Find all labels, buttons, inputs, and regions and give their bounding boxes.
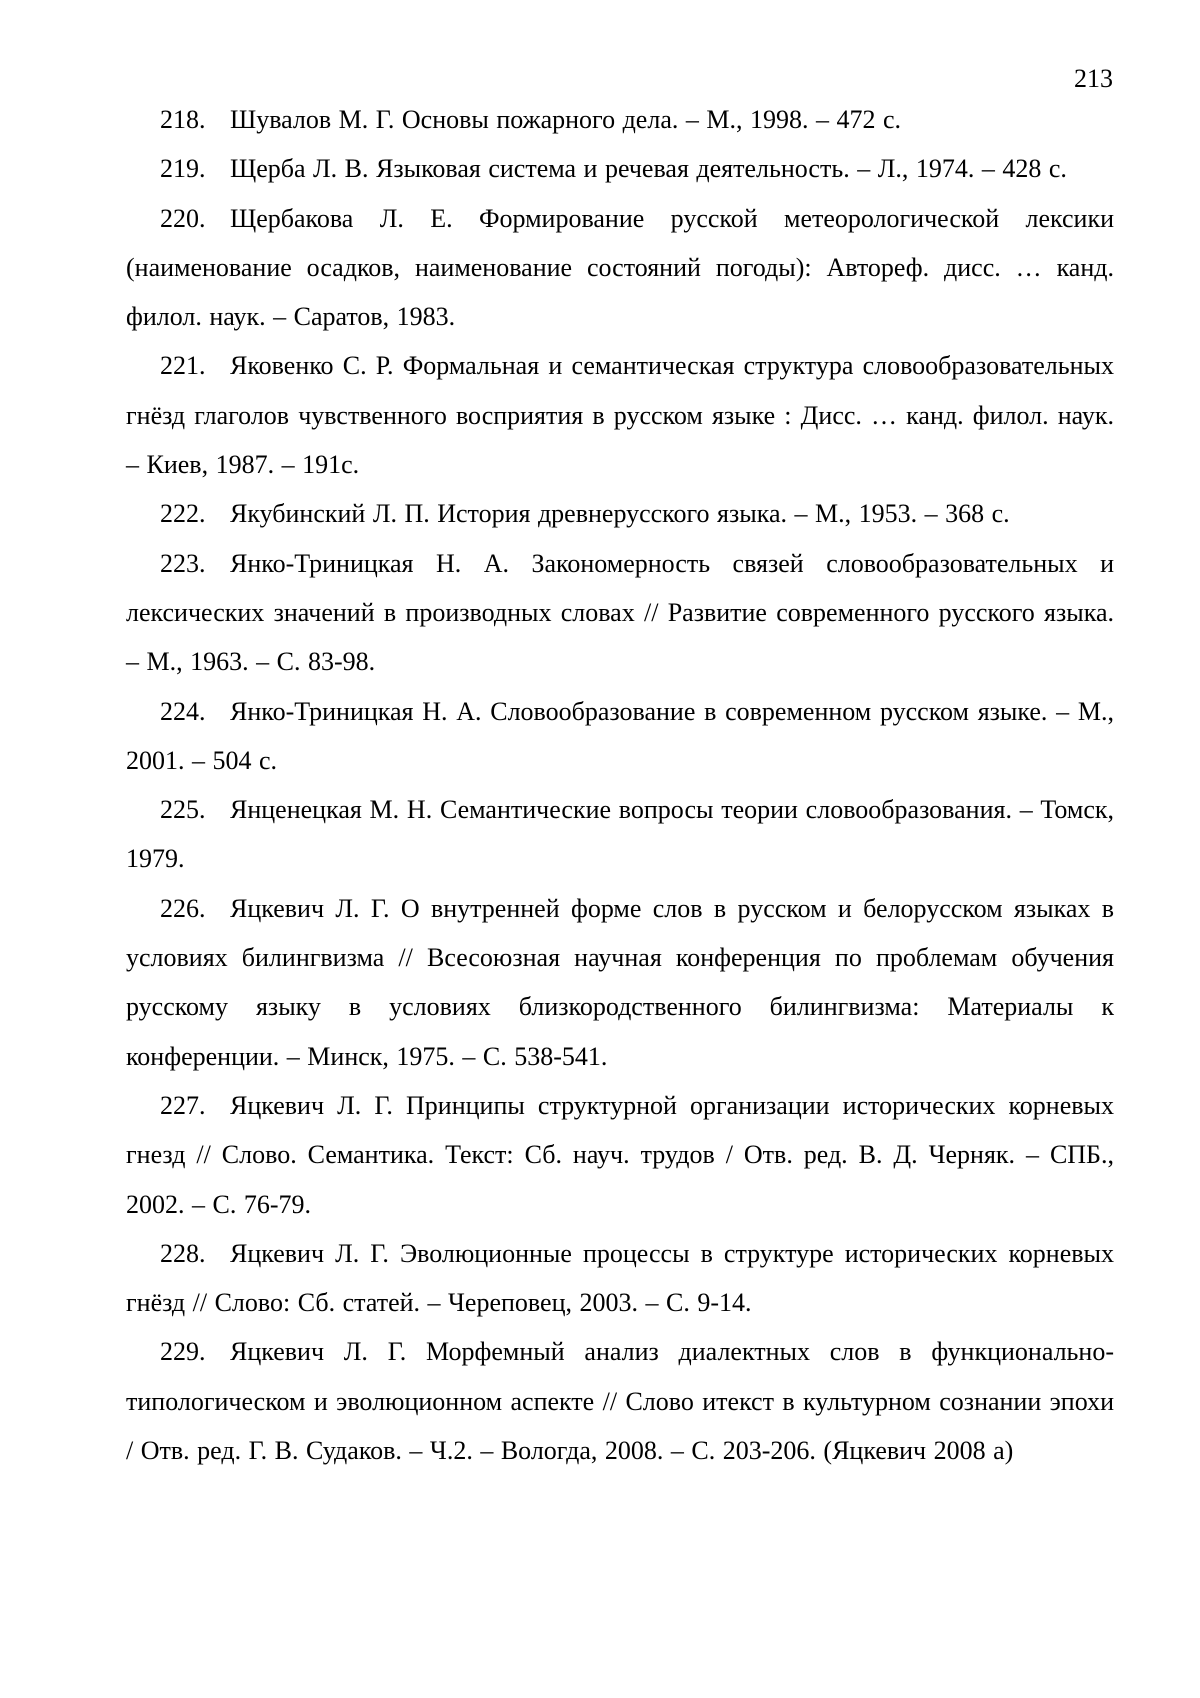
entry-number: 229. [160, 1337, 206, 1367]
entry-number: 222. [160, 499, 206, 529]
bibliography-list [126, 95, 1114, 1475]
bibliography-entry [126, 1229, 1114, 1328]
entry-number: 227. [160, 1090, 206, 1120]
bibliography-entry [126, 687, 1114, 786]
bibliography-entry [126, 785, 1114, 884]
bibliography-entry [126, 341, 1114, 489]
entry-text: Янко-Триницкая Н. А. Закономерность связей словообразовательных и лексических значений в производных словах // Развитие современного русского языка. – М., 1963. – С. 83-98. [126, 548, 1114, 677]
entry-text: Шувалов М. Г. Основы пожарного дела. – М., 1998. – 472 с. [230, 105, 902, 134]
bibliography-entry [126, 489, 1114, 538]
entry-number: 220. [160, 203, 206, 233]
bibliography-entry [126, 884, 1114, 1081]
entry-number: 226. [160, 893, 206, 923]
bibliography-entry [126, 144, 1114, 193]
bibliography-entry [126, 539, 1114, 687]
entry-text: Яковенко С. Р. Формальная и семантическая структура словообразовательных гнёзд глаголов чувственного восприятия в русском языке : Дисс. … канд. филол. наук. – Киев, 1987. – 191с. [126, 351, 1114, 480]
bibliography-entry [126, 95, 1114, 144]
bibliography-entry [126, 1081, 1114, 1229]
entry-text: Щербакова Л. Е. Формирование русской метеорологической лексики (наименование осадков, наименование состояний погоды): Автореф. дисс. … канд. филол. наук. – Саратов, 1983. [126, 203, 1114, 332]
entry-text: Янценецкая М. Н. Семантические вопросы теории словообразования. – Томск, 1979. [126, 795, 1114, 874]
entry-number: 219. [160, 154, 206, 184]
entry-text: Яцкевич Л. Г. Принципы структурной организации исторических корневых гнезд // Слово. Семантика. Текст: Сб. науч. трудов / Отв. ред. В. Д. Черняк. – СПБ., 2002. – С. 76-79. [126, 1090, 1114, 1219]
entry-number: 228. [160, 1238, 206, 1268]
entry-text: Яцкевич Л. Г. Морфемный анализ диалектных слов в функционально-типологическом и эволюционном аспекте // Слово итекст в культурном сознании эпохи / Отв. ред. Г. В. Судаков. – Ч.2. – Вологда, 2008. – С. 203-206. (Яцкевич 2008 а) [126, 1337, 1114, 1466]
bibliography-entry [126, 194, 1114, 342]
entry-text: Янко-Триницкая Н. А. Словообразование в современном русском языке. – М., 2001. – 504 с. [126, 696, 1114, 775]
entry-text: Щерба Л. В. Языковая система и речевая деятельность. – Л., 1974. – 428 с. [230, 154, 1067, 184]
page-number: 213 [1074, 64, 1113, 93]
entry-text: Якубинский Л. П. История древнерусского языка. – М., 1953. – 368 с. [230, 499, 1010, 529]
entry-number: 221. [160, 351, 206, 381]
bibliography-entry [126, 1327, 1114, 1475]
entry-number: 225. [160, 795, 206, 825]
entry-text: Яцкевич Л. Г. Эволюционные процессы в структуре исторических корневых гнёзд // Слово: Сб. статей. – Череповец, 2003. – С. 9-14. [126, 1238, 1114, 1318]
entry-number: 218. [160, 105, 206, 134]
entry-number: 223. [160, 548, 206, 578]
entry-text: Яцкевич Л. Г. О внутренней форме слов в русском и белорусском языках в условиях билингвизма // Всесоюзная научная конференция по проблемам обучения русскому языку в условиях близкородственного билингвизма: Материалы к конференции. – Минск, 1975. – С. 538-541. [126, 893, 1114, 1071]
entry-number: 224. [160, 696, 206, 726]
